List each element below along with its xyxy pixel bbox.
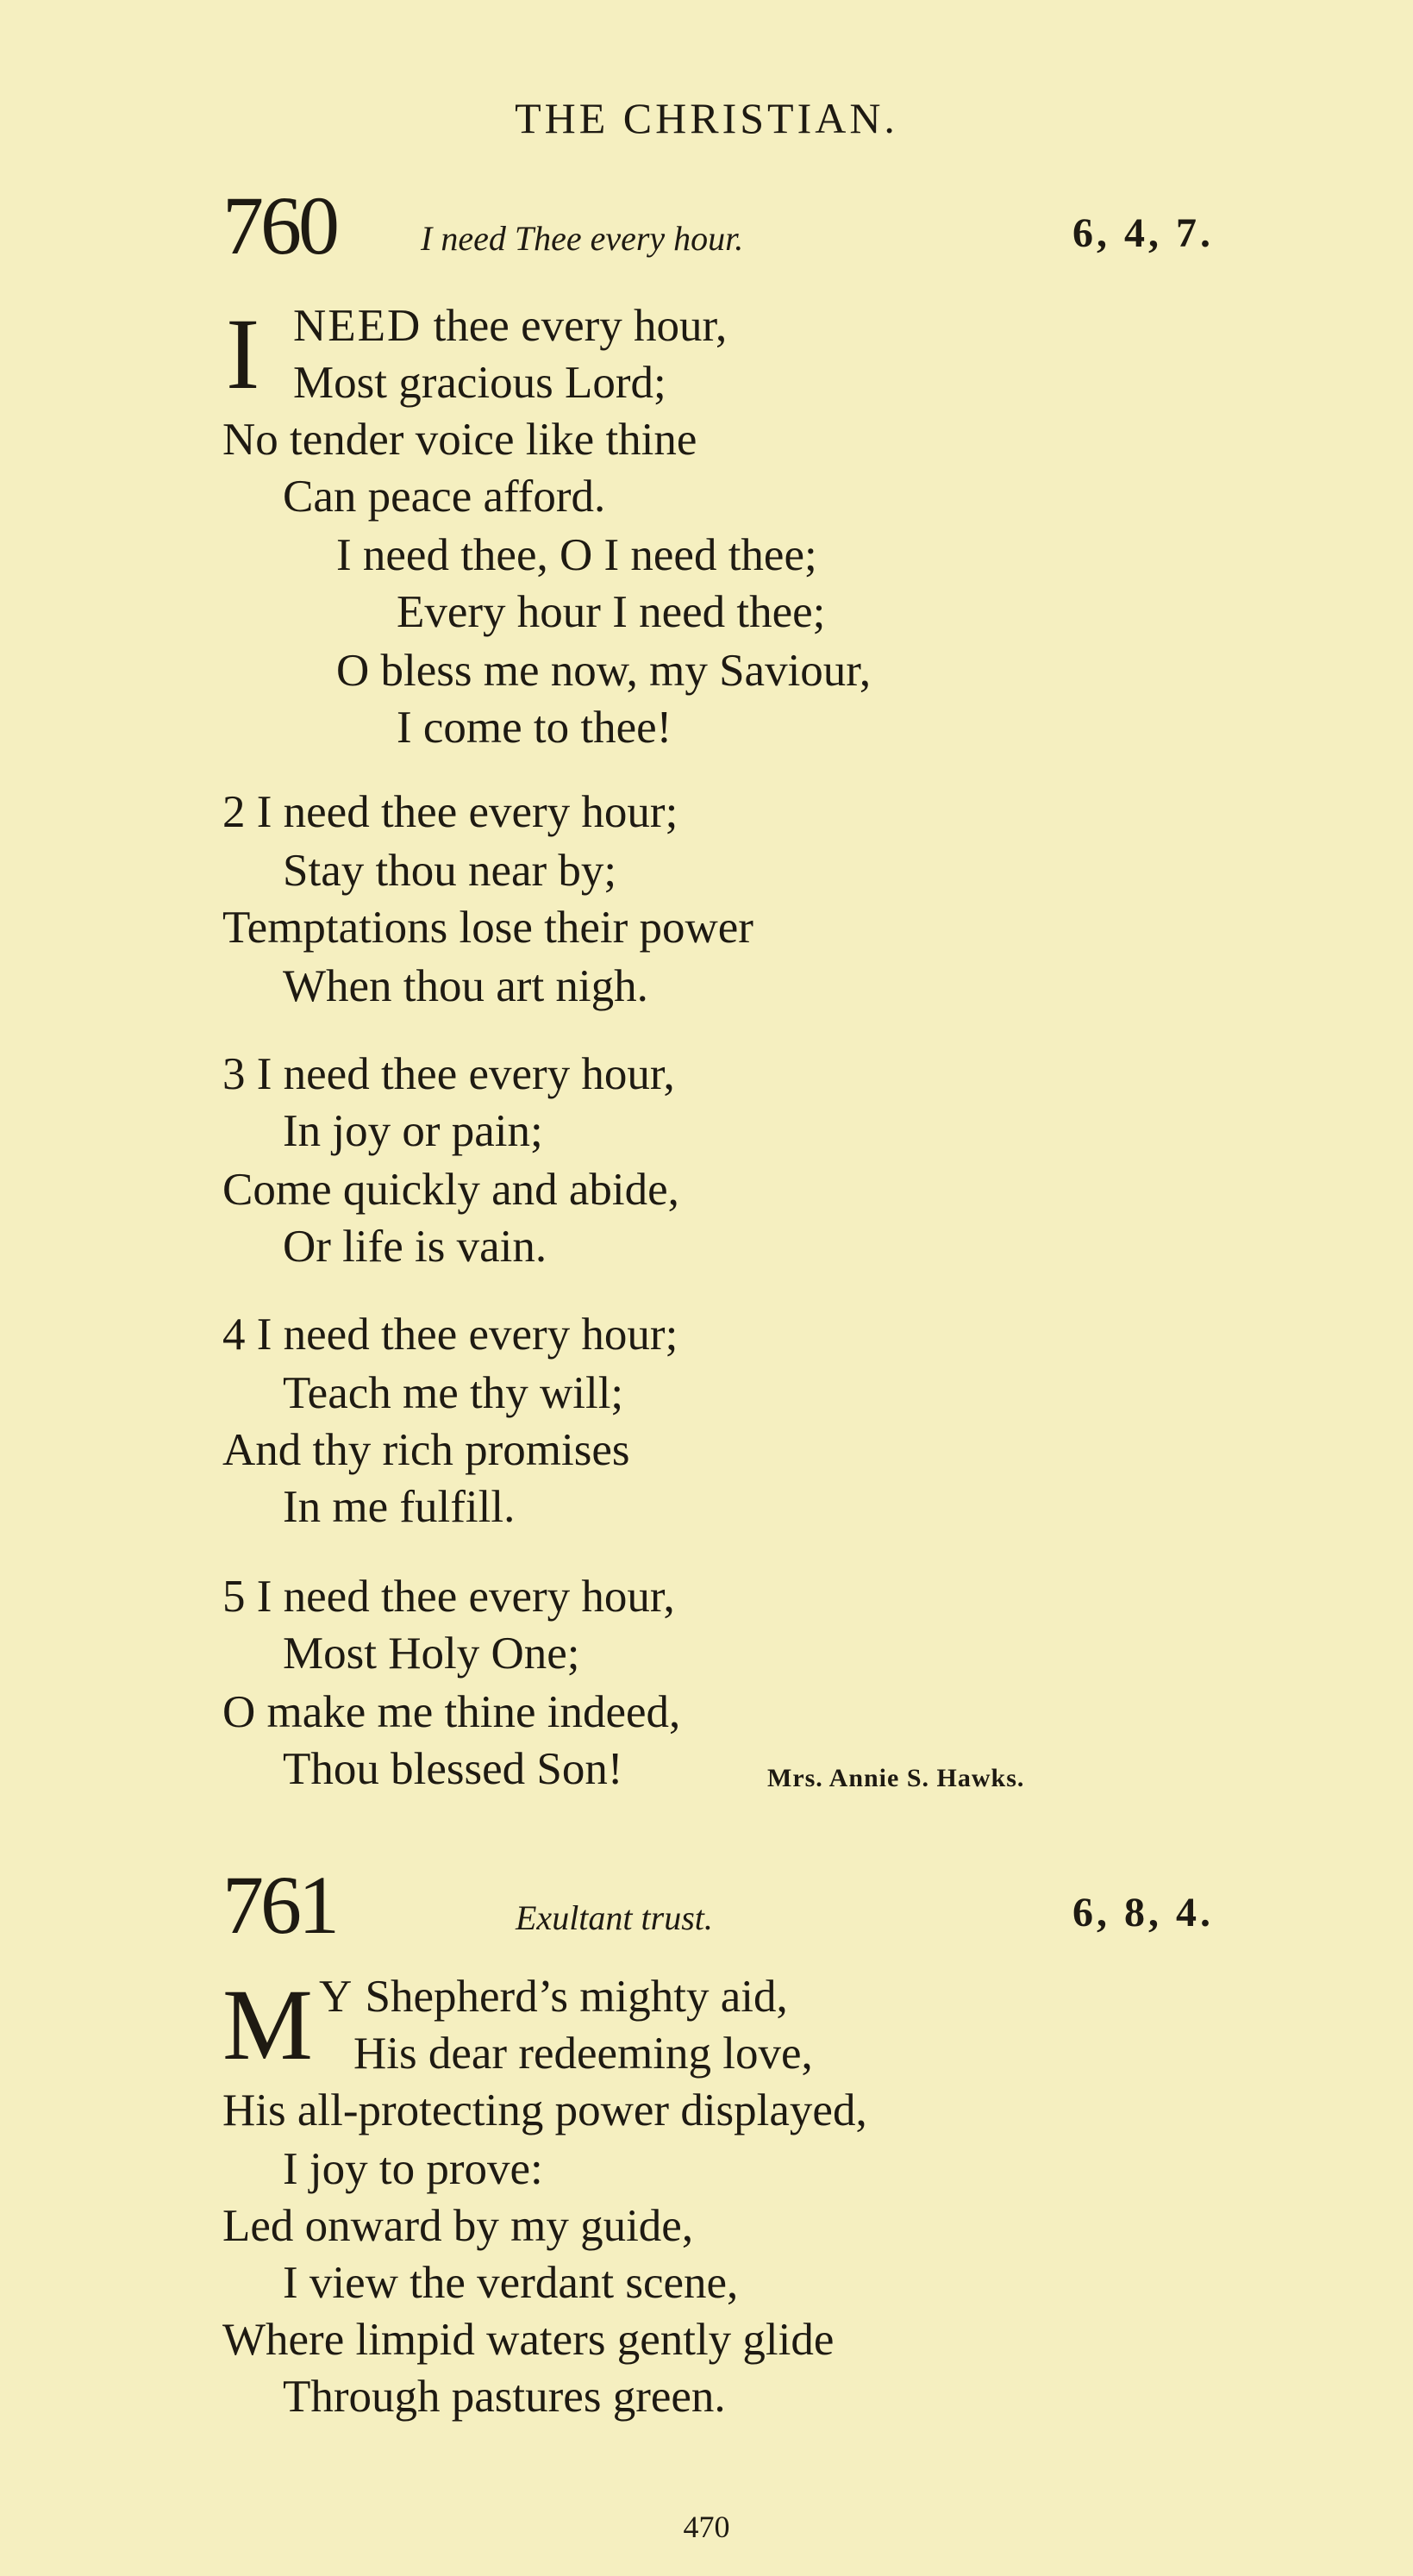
- verse-line: No tender voice like thine: [222, 415, 697, 465]
- hymn-number: 761: [222, 1859, 336, 1951]
- verse-line: 4 I need thee every hour;: [222, 1310, 678, 1360]
- verse-line: Through pastures green.: [283, 2372, 726, 2422]
- chorus-line: Every hour I need thee;: [397, 587, 826, 637]
- verse-line: I joy to prove:: [283, 2144, 543, 2194]
- verse-line: When thou art nigh.: [283, 961, 648, 1011]
- hymn-title: Exultant trust.: [516, 1898, 713, 1937]
- verse-line: His all-protecting power displayed,: [222, 2085, 867, 2135]
- first-line: [293, 303, 727, 349]
- hymn-761-header: [222, 1852, 1214, 1951]
- verse-line: Thou blessed Son!: [283, 1744, 623, 1794]
- first-word-caps: NEED: [293, 301, 422, 351]
- hymn-number: 760: [222, 179, 336, 272]
- verse-line: Teach me thy will;: [283, 1368, 624, 1418]
- verse-line: 3 I need thee every hour,: [222, 1049, 675, 1099]
- verse-line: Most Holy One;: [283, 1629, 580, 1679]
- verse-line: O make me thine indeed,: [222, 1687, 681, 1737]
- hymn-meter: 6, 8, 4.: [1072, 1890, 1214, 1935]
- verse-line: 5 I need thee every hour,: [222, 1572, 675, 1622]
- verse-line: Temptations lose their power: [222, 903, 753, 953]
- page-number: 470: [683, 2510, 730, 2544]
- verse-line: In joy or pain;: [283, 1106, 543, 1156]
- hymn-meter: 6, 4, 7.: [1072, 210, 1214, 256]
- verse-line: I view the verdant scene,: [283, 2258, 739, 2308]
- verse-line: Or life is vain.: [283, 1222, 547, 1272]
- verse-line: Led onward by my guide,: [222, 2201, 694, 2251]
- chorus-line: I need thee, O I need thee;: [336, 530, 817, 580]
- first-line: [319, 1974, 788, 2020]
- hymn-title: I need Thee every hour.: [421, 219, 744, 258]
- verse-line: And thy rich promises: [222, 1425, 630, 1475]
- verse-line: Most gracious Lord;: [293, 358, 666, 408]
- verse-line: 2 I need thee every hour;: [222, 787, 678, 837]
- drop-cap: I: [226, 297, 260, 410]
- verse-line: Can peace afford.: [283, 472, 606, 522]
- verse-line: Stay thou near by;: [283, 846, 617, 896]
- verse-line: Where limpid waters gently glide: [222, 2315, 835, 2365]
- verse-line: In me fulfill.: [283, 1482, 516, 1532]
- first-word-caps: Y: [319, 1972, 354, 2022]
- verse-line: His dear redeeming love,: [353, 2029, 813, 2079]
- running-head: THE CHRISTIAN.: [515, 94, 898, 142]
- first-line-text: thee every hour,: [433, 301, 728, 351]
- verse-line: Come quickly and abide,: [222, 1165, 679, 1215]
- author-attribution: Mrs. Annie S. Hawks.: [767, 1764, 1025, 1792]
- chorus-line: I come to thee!: [397, 703, 672, 753]
- drop-cap: M: [222, 1968, 313, 2081]
- first-line-text: Shepherd’s mighty aid,: [365, 1972, 788, 2022]
- hymn-760-header: [222, 172, 1214, 272]
- chorus-line: O bless me now, my Saviour,: [336, 646, 872, 696]
